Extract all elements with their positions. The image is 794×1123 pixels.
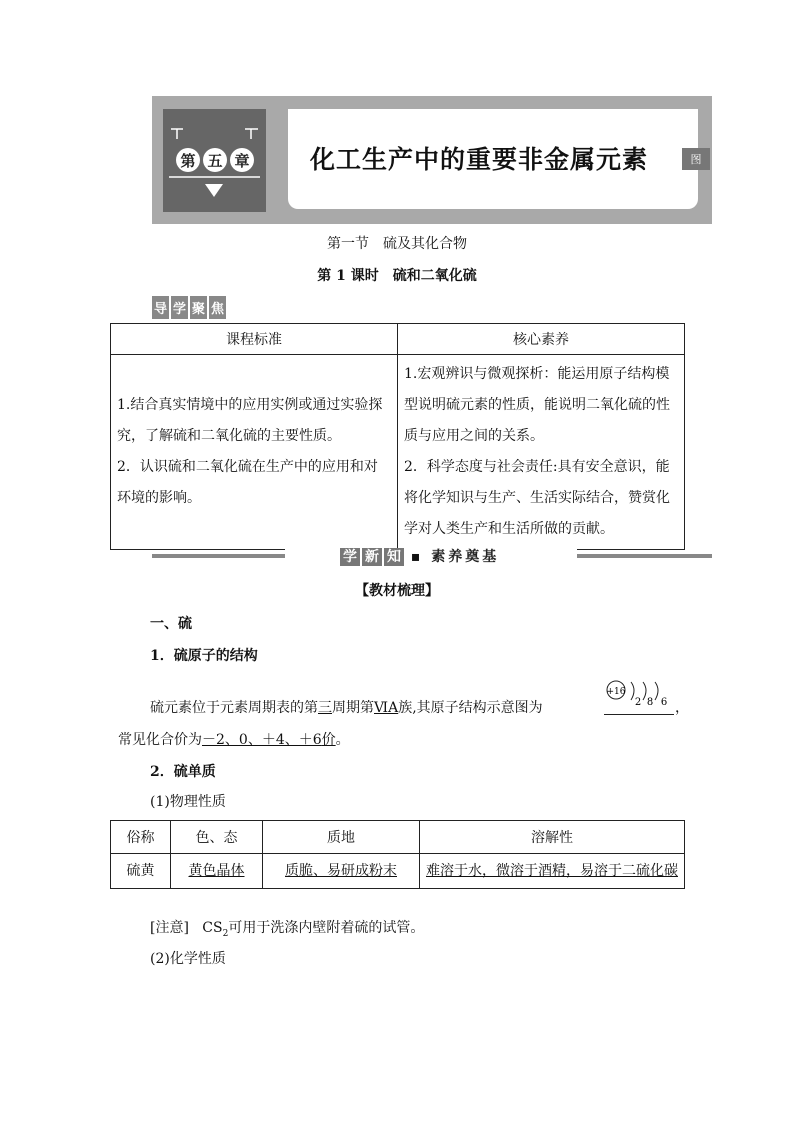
badge-char: 聚 xyxy=(190,296,207,319)
text: 可用于洗涤内壁附着硫的试管。 xyxy=(228,920,425,936)
note-line xyxy=(150,917,424,939)
table-header: 溶解性 xyxy=(420,821,685,854)
blank-answer: 三 xyxy=(318,700,332,716)
chapter-char: 五 xyxy=(203,148,227,172)
text: 族,其原子结构示意图为 xyxy=(398,700,543,716)
divider-box-char: 知 xyxy=(384,548,404,566)
text: 硫元素位于元素周期表的第 xyxy=(150,700,318,716)
divider-box-char: 新 xyxy=(362,548,382,566)
divider-badge xyxy=(340,546,499,566)
atom-nucleus-label: +16 xyxy=(606,687,626,697)
heading-sulfur: 一、硫 xyxy=(150,616,192,632)
chapter-icon: 图 xyxy=(682,148,710,170)
competency-item: 2．科学态度与社会责任:具有安全意识，能将化学知识与生产、生活实际结合，赞赏化学对人类生产和生活所做的贡献。 xyxy=(404,459,670,537)
standard-item: 1.结合真实情境中的应用实例或通过实验探究，了解硫和二氧化硫的主要性质。 xyxy=(117,397,383,444)
lesson-title: 第 1 课时 硫和二氧化硫 xyxy=(317,268,477,284)
badge-char: 导 xyxy=(152,296,169,319)
chapter-char: 章 xyxy=(230,148,254,172)
standards-cell xyxy=(111,355,398,550)
text: CS xyxy=(202,920,223,936)
divider-bullet: ▪ xyxy=(410,549,421,565)
divider-text: 素养奠基 xyxy=(431,549,500,565)
atom-structure-diagram xyxy=(604,680,674,712)
chapter-number-tag xyxy=(175,148,255,172)
atom-shell-label: 6 xyxy=(660,697,668,708)
divider-box-char: 学 xyxy=(340,548,360,566)
atom-shell-label: 2 xyxy=(634,697,642,708)
badge-char: 学 xyxy=(171,296,188,319)
text: 常见化合价为 xyxy=(118,732,202,748)
table-cell: 黄色晶体 xyxy=(171,854,263,889)
note-label: [注意] xyxy=(150,920,189,936)
blank-answer: 价 xyxy=(321,732,336,748)
competency-item: 1.宏观辨识与微观探析：能运用原子结构模型说明硫元素的性质，能说明二氧化硫的性质与应用之间的关系。 xyxy=(404,366,670,444)
blank-answer: ⅥA xyxy=(374,700,399,716)
table-header: 俗称 xyxy=(111,821,171,854)
atom-paragraph-line2 xyxy=(118,729,350,749)
table-cell: 硫黄 xyxy=(111,854,171,889)
table-header: 质地 xyxy=(263,821,420,854)
comma: ， xyxy=(675,700,689,716)
atom-diagram xyxy=(604,680,674,715)
chapter-char: 第 xyxy=(176,148,200,172)
table-cell: 难溶于水，微溶于酒精，易溶于二硫化碳 xyxy=(420,854,685,889)
text: 。 xyxy=(335,732,350,748)
heading-sulfur-element: 2．硫单质 xyxy=(150,764,216,780)
table-header: 核心素养 xyxy=(398,324,685,355)
table-header: 色、态 xyxy=(171,821,263,854)
blank-answer: －2、0、＋4、＋6 xyxy=(202,732,322,748)
subheading-chemical: (2)化学性质 xyxy=(150,951,226,967)
standards-table xyxy=(110,323,685,550)
section-title: 第一节 硫及其化合物 xyxy=(327,236,467,252)
subheading-physical: (1)物理性质 xyxy=(150,794,226,810)
competency-cell xyxy=(398,355,685,550)
table-header: 课程标准 xyxy=(111,324,398,355)
material-heading: 【教材梳理】 xyxy=(355,583,439,599)
heading-atom-structure: 1．硫原子的结构 xyxy=(150,648,258,664)
atom-paragraph-line1 xyxy=(150,697,543,717)
text: 周期第 xyxy=(332,700,374,716)
physical-properties-table xyxy=(110,820,685,889)
atom-shell-label: 8 xyxy=(646,697,654,708)
standard-item: 2．认识硫和二氧化硫在生产中的应用和对环境的影响。 xyxy=(117,459,378,506)
table-cell: 质脆、易研成粉末 xyxy=(263,854,420,889)
subscript: 2 xyxy=(222,928,229,939)
badge-char: 焦 xyxy=(209,296,226,319)
guide-badge xyxy=(152,296,226,319)
chapter-title: 化工生产中的重要非金属元素 xyxy=(310,145,649,174)
